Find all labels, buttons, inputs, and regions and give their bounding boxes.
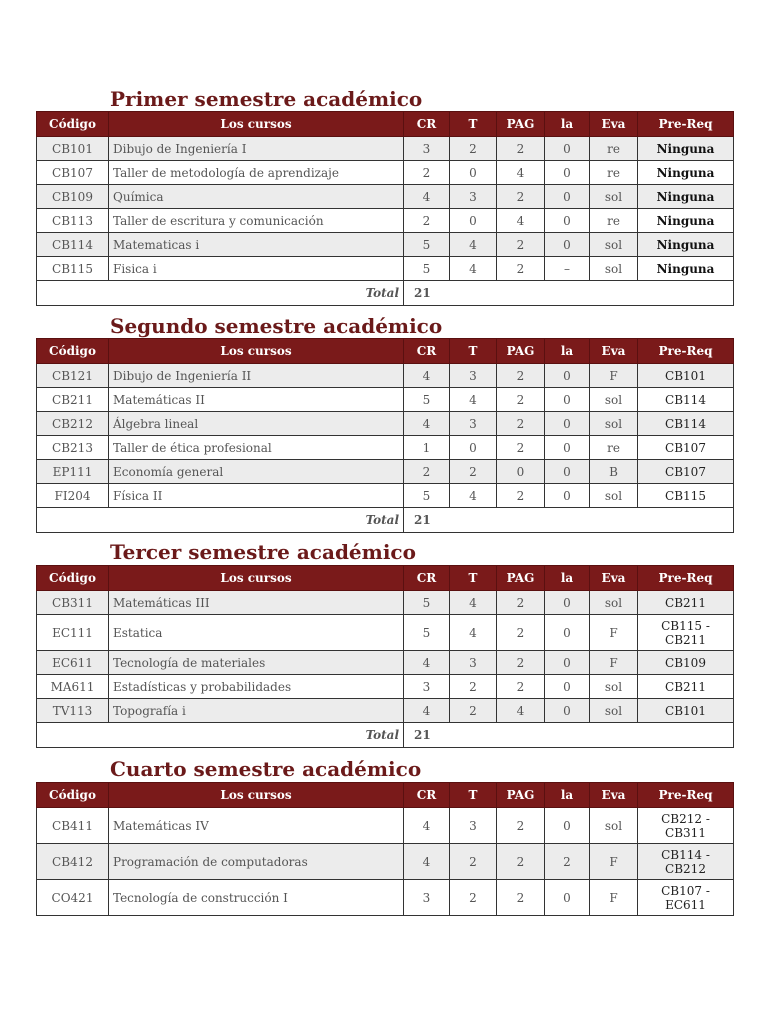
cell-t: 0 [450,209,497,233]
cell-la: 0 [545,651,590,675]
cell-prereq: CB107 - EC611 [638,880,734,916]
cell-cr: 4 [404,364,450,388]
table-header-row [37,783,734,808]
cell-t: 3 [450,364,497,388]
cell-eva: F [590,364,638,388]
cell-t: 4 [450,257,497,281]
total-row [37,723,734,748]
cell-t: 2 [450,844,497,880]
cell-pag: 2 [497,436,545,460]
cell-course: Dibujo de Ingeniería II [109,364,404,388]
semester-table-1 [36,111,733,306]
cell-cr: 2 [404,460,450,484]
total-value: 21 [404,281,734,306]
header-cr: CR [404,112,450,137]
header-code: Código [37,783,109,808]
cell-code: CB121 [37,364,109,388]
cell-t: 2 [450,675,497,699]
header-t: T [450,566,497,591]
cell-cr: 4 [404,651,450,675]
cell-pag: 2 [497,808,545,844]
total-value: 21 [404,508,734,533]
cell-t: 4 [450,591,497,615]
cell-eva: re [590,161,638,185]
cell-eva: sol [590,257,638,281]
cell-course: Fisica i [109,257,404,281]
cell-eva: B [590,460,638,484]
cell-course: Estadísticas y probabilidades [109,675,404,699]
header-prereq: Pre-Req [638,566,734,591]
cell-eva: re [590,137,638,161]
total-label: Total [37,723,404,748]
header-code: Código [37,339,109,364]
cell-cr: 5 [404,257,450,281]
cell-course: Matematicas i [109,233,404,257]
header-cr: CR [404,339,450,364]
cell-la: 0 [545,233,590,257]
semester-title-1: Primer semestre académico [110,87,423,111]
cell-code: CB109 [37,185,109,209]
cell-eva: sol [590,233,638,257]
cell-course: Tecnología de construcción I [109,880,404,916]
header-course: Los cursos [109,112,404,137]
table-row [37,615,734,651]
cell-course: Matemáticas IV [109,808,404,844]
table-row [37,484,734,508]
table-row [37,209,734,233]
cell-la: 0 [545,808,590,844]
table-row [37,651,734,675]
cell-t: 4 [450,233,497,257]
cell-course: Matemáticas II [109,388,404,412]
semester-table-2 [36,338,733,533]
cell-code: CB107 [37,161,109,185]
cell-course: Tecnología de materiales [109,651,404,675]
header-eva: Eva [590,566,638,591]
cell-prereq: CB115 - CB211 [638,615,734,651]
table-row [37,591,734,615]
cell-cr: 5 [404,484,450,508]
table-header-row [37,112,734,137]
header-t: T [450,339,497,364]
table-row [37,460,734,484]
table-row [37,436,734,460]
header-la: la [545,566,590,591]
cell-cr: 4 [404,699,450,723]
cell-la: 0 [545,484,590,508]
cell-pag: 2 [497,388,545,412]
cell-prereq: Ninguna [638,161,734,185]
header-pag: PAG [497,339,545,364]
table-header-row [37,339,734,364]
cell-la: 0 [545,209,590,233]
cell-eva: sol [590,484,638,508]
cell-pag: 2 [497,651,545,675]
total-label: Total [37,281,404,306]
cell-la: 0 [545,460,590,484]
cell-pag: 2 [497,185,545,209]
header-eva: Eva [590,783,638,808]
header-code: Código [37,566,109,591]
cell-cr: 4 [404,185,450,209]
header-prereq: Pre-Req [638,112,734,137]
cell-la: 0 [545,591,590,615]
table-header-row [37,566,734,591]
cell-prereq: Ninguna [638,185,734,209]
cell-cr: 5 [404,615,450,651]
table-row [37,161,734,185]
total-value: 21 [404,723,734,748]
cell-code: CB311 [37,591,109,615]
total-row [37,281,734,306]
cell-eva: sol [590,675,638,699]
cell-cr: 4 [404,412,450,436]
semester-table-3 [36,565,733,748]
cell-eva: re [590,436,638,460]
cell-pag: 0 [497,460,545,484]
header-la: la [545,112,590,137]
cell-prereq: CB211 [638,591,734,615]
cell-cr: 2 [404,161,450,185]
cell-t: 3 [450,412,497,436]
cell-code: CB113 [37,209,109,233]
cell-eva: F [590,615,638,651]
header-pag: PAG [497,566,545,591]
cell-pag: 2 [497,412,545,436]
cell-prereq: Ninguna [638,209,734,233]
total-label: Total [37,508,404,533]
cell-t: 3 [450,808,497,844]
cell-pag: 2 [497,844,545,880]
cell-pag: 2 [497,137,545,161]
table-row [37,412,734,436]
cell-eva: F [590,844,638,880]
cell-pag: 2 [497,591,545,615]
table-row [37,699,734,723]
cell-course: Álgebra lineal [109,412,404,436]
cell-t: 4 [450,484,497,508]
cell-la: – [545,257,590,281]
cell-la: 0 [545,699,590,723]
cell-code: EC611 [37,651,109,675]
cell-cr: 4 [404,808,450,844]
cell-eva: sol [590,808,638,844]
cell-code: EP111 [37,460,109,484]
table-row [37,808,734,844]
cell-code: CB213 [37,436,109,460]
cell-la: 0 [545,675,590,699]
cell-prereq: CB211 [638,675,734,699]
cell-pag: 2 [497,880,545,916]
header-cr: CR [404,783,450,808]
cell-pag: 2 [497,615,545,651]
cell-prereq: CB115 [638,484,734,508]
cell-pag: 2 [497,233,545,257]
header-la: la [545,339,590,364]
semester-title-4: Cuarto semestre académico [110,757,422,781]
cell-eva: re [590,209,638,233]
cell-eva: sol [590,185,638,209]
cell-cr: 1 [404,436,450,460]
cell-t: 3 [450,651,497,675]
table-row [37,257,734,281]
cell-cr: 5 [404,233,450,257]
semester-title-2: Segundo semestre académico [110,314,443,338]
header-eva: Eva [590,339,638,364]
header-course: Los cursos [109,783,404,808]
header-eva: Eva [590,112,638,137]
cell-course: Taller de metodología de aprendizaje [109,161,404,185]
cell-code: CB211 [37,388,109,412]
cell-code: MA611 [37,675,109,699]
cell-pag: 2 [497,257,545,281]
header-la: la [545,783,590,808]
cell-prereq: CB212 - CB311 [638,808,734,844]
cell-course: Economía general [109,460,404,484]
header-t: T [450,112,497,137]
header-pag: PAG [497,783,545,808]
header-course: Los cursos [109,566,404,591]
cell-course: Matemáticas III [109,591,404,615]
cell-cr: 5 [404,591,450,615]
cell-course: Dibujo de Ingeniería I [109,137,404,161]
cell-la: 0 [545,388,590,412]
cell-prereq: CB114 [638,388,734,412]
cell-prereq: Ninguna [638,137,734,161]
cell-code: CB412 [37,844,109,880]
cell-t: 2 [450,137,497,161]
table-row [37,844,734,880]
cell-t: 3 [450,185,497,209]
cell-pag: 2 [497,484,545,508]
cell-eva: sol [590,591,638,615]
cell-prereq: CB114 - CB212 [638,844,734,880]
total-row [37,508,734,533]
cell-t: 0 [450,161,497,185]
cell-code: FI204 [37,484,109,508]
header-course: Los cursos [109,339,404,364]
table-row [37,388,734,412]
cell-eva: F [590,651,638,675]
cell-cr: 3 [404,675,450,699]
cell-prereq: Ninguna [638,257,734,281]
cell-eva: sol [590,388,638,412]
cell-code: CB114 [37,233,109,257]
cell-pag: 4 [497,209,545,233]
cell-course: Química [109,185,404,209]
cell-code: CB101 [37,137,109,161]
cell-prereq: CB114 [638,412,734,436]
cell-cr: 3 [404,880,450,916]
cell-la: 0 [545,880,590,916]
semester-title-3: Tercer semestre académico [110,540,416,564]
cell-pag: 2 [497,364,545,388]
cell-prereq: CB101 [638,699,734,723]
cell-course: Taller de ética profesional [109,436,404,460]
cell-code: CB115 [37,257,109,281]
cell-t: 2 [450,460,497,484]
cell-code: CO421 [37,880,109,916]
table-row [37,364,734,388]
cell-course: Programación de computadoras [109,844,404,880]
cell-cr: 4 [404,844,450,880]
header-cr: CR [404,566,450,591]
cell-prereq: Ninguna [638,233,734,257]
cell-course: Estatica [109,615,404,651]
cell-course: Taller de escritura y comunicación [109,209,404,233]
cell-prereq: CB107 [638,460,734,484]
header-prereq: Pre-Req [638,783,734,808]
header-pag: PAG [497,112,545,137]
cell-code: TV113 [37,699,109,723]
cell-la: 0 [545,364,590,388]
cell-la: 2 [545,844,590,880]
cell-la: 0 [545,436,590,460]
header-t: T [450,783,497,808]
cell-t: 4 [450,388,497,412]
semester-table-4 [36,782,733,916]
cell-code: CB212 [37,412,109,436]
cell-la: 0 [545,412,590,436]
cell-prereq: CB107 [638,436,734,460]
cell-t: 4 [450,615,497,651]
cell-pag: 4 [497,699,545,723]
cell-cr: 2 [404,209,450,233]
cell-course: Topografía i [109,699,404,723]
table-row [37,137,734,161]
table-row [37,233,734,257]
cell-code: CB411 [37,808,109,844]
header-code: Código [37,112,109,137]
cell-cr: 3 [404,137,450,161]
cell-eva: F [590,880,638,916]
cell-t: 2 [450,880,497,916]
table-row [37,185,734,209]
cell-eva: sol [590,699,638,723]
table-row [37,675,734,699]
cell-la: 0 [545,137,590,161]
cell-prereq: CB101 [638,364,734,388]
cell-la: 0 [545,615,590,651]
cell-code: EC111 [37,615,109,651]
cell-la: 0 [545,185,590,209]
cell-cr: 5 [404,388,450,412]
cell-t: 2 [450,699,497,723]
header-prereq: Pre-Req [638,339,734,364]
cell-pag: 2 [497,675,545,699]
cell-eva: sol [590,412,638,436]
cell-course: Física II [109,484,404,508]
table-row [37,880,734,916]
cell-pag: 4 [497,161,545,185]
cell-prereq: CB109 [638,651,734,675]
cell-la: 0 [545,161,590,185]
cell-t: 0 [450,436,497,460]
